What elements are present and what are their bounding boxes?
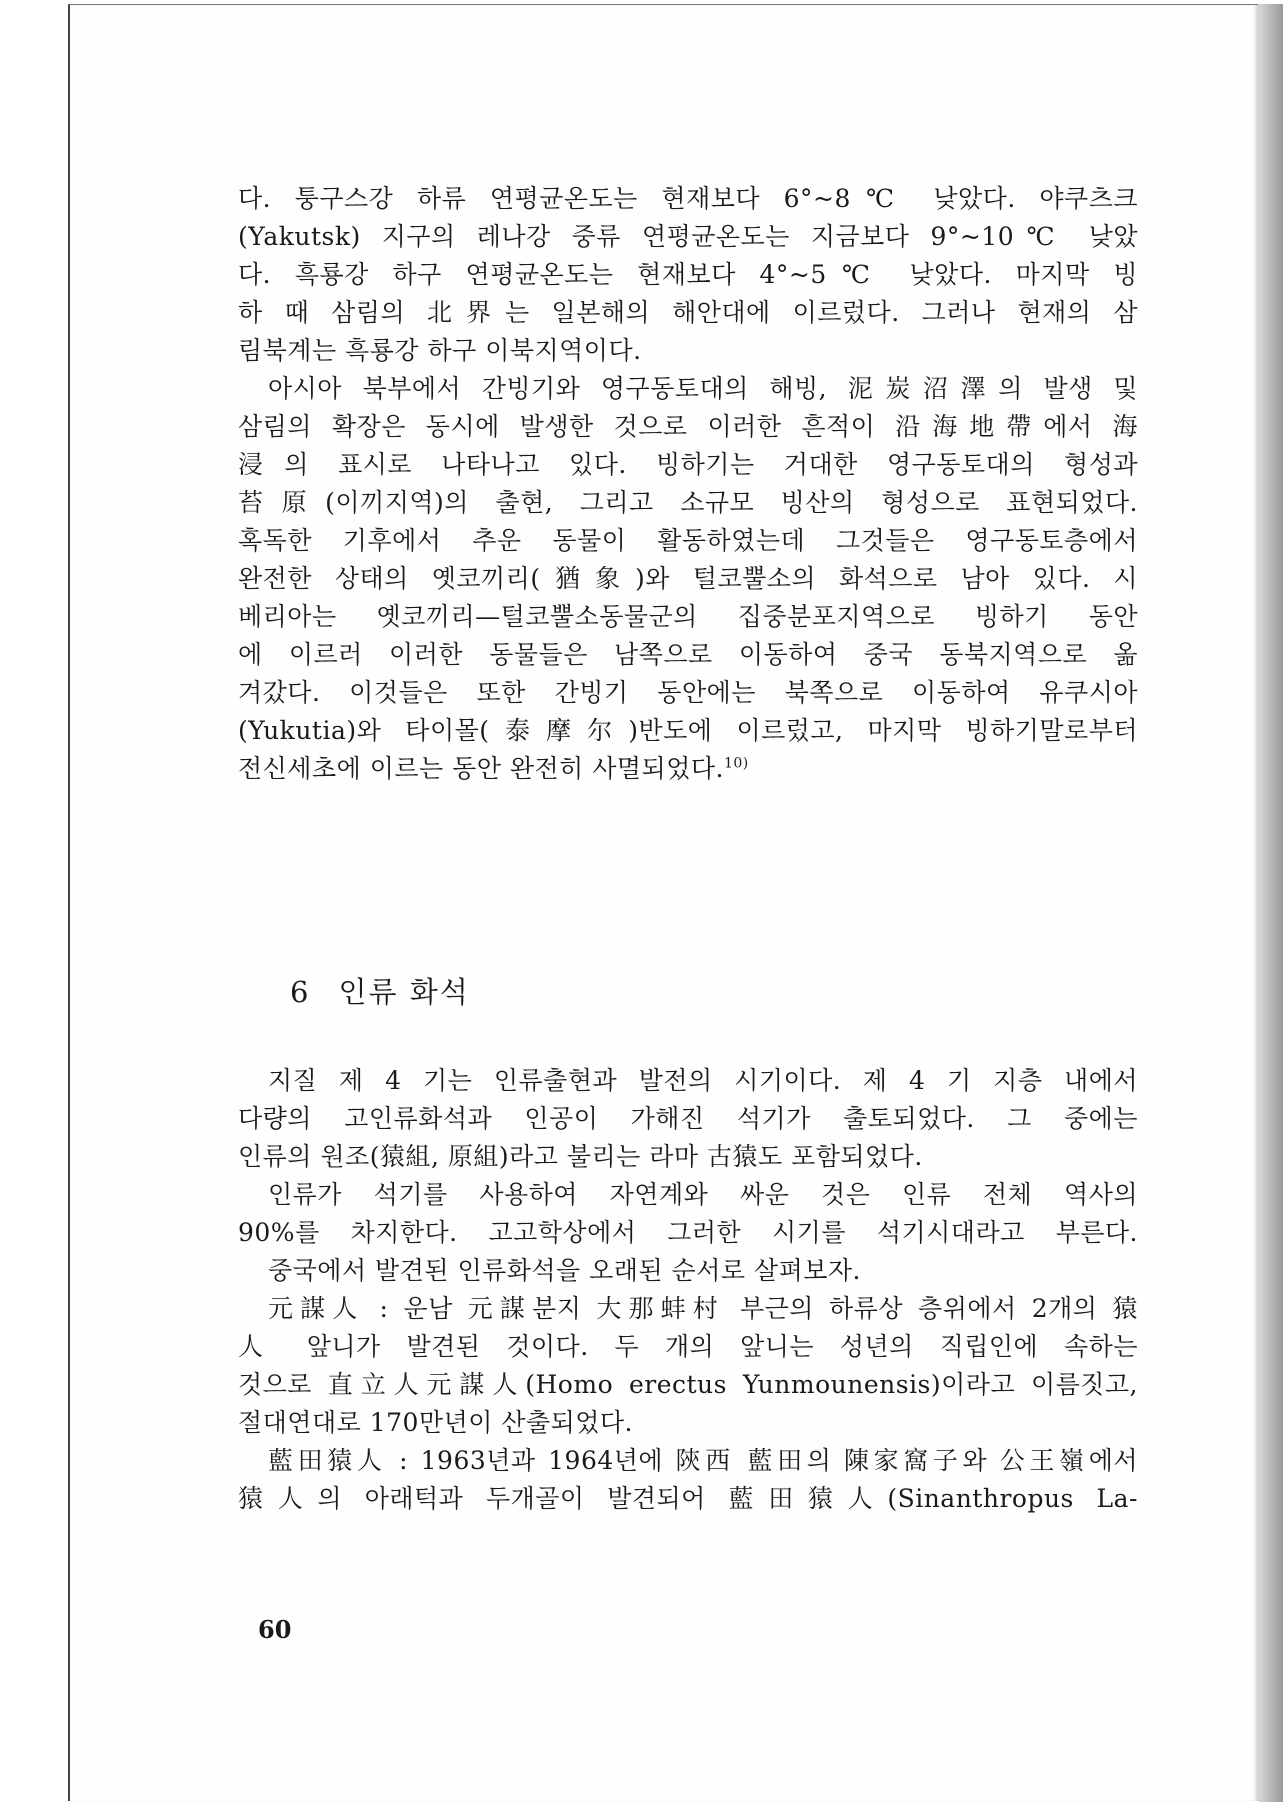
text-line: [238, 712, 1138, 750]
text-line: [238, 1176, 1138, 1214]
text-line: [238, 1328, 1138, 1366]
text-line-content: 중국에서 발견된 인류화석을 오래된 순서로 살펴보자.: [268, 1256, 861, 1285]
text-line: [238, 1404, 1138, 1442]
text-line-content: 지질 제 4 기는 인류출현과 발전의 시기이다. 제 4 기 지층 내에서: [268, 1066, 1138, 1095]
text-line-content: 전신세초에 이르는 동안 완전히 사멸되었다.: [238, 754, 724, 783]
text-line: [238, 560, 1138, 598]
text-line-content: (Yakutsk) 지구의 레나강 중류 연평균온도는 지금보다 9°~10℃ 낮았: [238, 222, 1138, 251]
text-line-content: 猿人의 아래턱과 두개골이 발견되어 藍田猿人(Sinanthropus La-: [238, 1484, 1138, 1513]
text-line-content: 에 이르러 이러한 동물들은 남쪽으로 이동하여 중국 동북지역으로 옮: [238, 640, 1138, 669]
text-line: [238, 256, 1138, 294]
text-line-content: 베리아는 옛코끼리—털코뿔소동물군의 집중분포지역으로 빙하기 동안: [238, 602, 1138, 631]
text-line: [238, 522, 1138, 560]
text-line-content: 삼림의 확장은 동시에 발생한 것으로 이러한 흔적이 沿海地帶에서 海: [238, 412, 1138, 441]
text-line: [238, 408, 1138, 446]
page-right-edge: [1258, 4, 1283, 1802]
text-line-content: 다. 퉁구스강 하류 연평균온도는 현재보다 6°~8℃ 낮았다. 야쿠츠크: [238, 184, 1138, 213]
section-heading: [290, 972, 470, 1012]
text-line: [238, 1062, 1138, 1100]
footnote-reference: 10): [723, 755, 749, 772]
text-line: [238, 750, 1138, 788]
text-line: [238, 674, 1138, 712]
text-line-content: 하 때 삼림의 北界는 일본해의 해안대에 이르렀다. 그러나 현재의 삼: [238, 298, 1138, 327]
text-line-content: 浸의 표시로 나타나고 있다. 빙하기는 거대한 영구동토대의 형성과: [238, 450, 1138, 479]
text-line-content: (Yukutia)와 타이몰(泰摩尔)반도에 이르렀고, 마지막 빙하기말로부터: [238, 716, 1138, 745]
text-line: [238, 1366, 1138, 1404]
text-line-content: 다. 흑룡강 하구 연평균온도는 현재보다 4°~5℃ 낮았다. 마지막 빙: [238, 260, 1138, 289]
text-line: [238, 1138, 1138, 1176]
text-line-content: 인류가 석기를 사용하여 자연계와 싸운 것은 인류 전체 역사의: [268, 1180, 1138, 1209]
text-line: [238, 1480, 1138, 1518]
page-number: 60: [258, 1615, 292, 1644]
section-number: 6: [290, 975, 311, 1009]
text-line-content: 림북계는 흑룡강 하구 이북지역이다.: [238, 336, 642, 365]
text-line: [238, 446, 1138, 484]
text-line: [238, 180, 1138, 218]
text-line: [238, 636, 1138, 674]
text-line: [238, 332, 1138, 370]
text-line: [238, 218, 1138, 256]
paragraph-block-1: [238, 180, 1138, 788]
text-line-content: 것으로 直立人元謀人(Homo erectus Yunmounensis)이라고 이름짓고,: [238, 1370, 1138, 1399]
text-line: [238, 294, 1138, 332]
text-line: [238, 1442, 1138, 1480]
section-title: 인류 화석: [338, 975, 470, 1009]
text-line: [238, 598, 1138, 636]
text-line-content: 겨갔다. 이것들은 또한 간빙기 동안에는 북쪽으로 이동하여 유쿠시아: [238, 678, 1138, 707]
text-line: [238, 1214, 1138, 1252]
text-line-content: 혹독한 기후에서 추운 동물이 활동하였는데 그것들은 영구동토층에서: [238, 526, 1138, 555]
text-line-content: 인류의 원조(猿組, 原組)라고 불리는 라마 古猿도 포함되었다.: [238, 1142, 923, 1171]
text-line-content: 90%를 차지한다. 고고학상에서 그러한 시기를 석기시대라고 부른다.: [238, 1218, 1138, 1247]
paragraph-block-2: [238, 1062, 1138, 1518]
text-line-content: 다량의 고인류화석과 인공이 가해진 석기가 출토되었다. 그 중에는: [238, 1104, 1138, 1133]
text-line-content: 藍田猿人 : 1963년과 1964년에 陝西 藍田의 陳家窩子와 公王嶺에서: [268, 1446, 1138, 1475]
text-line: [238, 1252, 1138, 1290]
text-line-content: 절대연대로 170만년이 산출되었다.: [238, 1408, 634, 1437]
text-line-content: 아시아 북부에서 간빙기와 영구동토대의 해빙, 泥炭沼澤의 발생 및: [268, 374, 1138, 403]
text-line-content: 완전한 상태의 옛코끼리(猶象)와 털코뿔소의 화석으로 남아 있다. 시: [238, 564, 1138, 593]
text-line: [238, 1290, 1138, 1328]
text-line: [238, 484, 1138, 522]
text-line-content: 元謀人 : 운남 元謀분지 大那蚌村 부근의 하류상 층위에서 2개의 猿: [268, 1294, 1138, 1323]
text-line-content: 苔原(이끼지역)의 출현, 그리고 소규모 빙산의 형성으로 표현되었다.: [238, 488, 1138, 517]
text-line: [238, 370, 1138, 408]
text-line: [238, 1100, 1138, 1138]
text-line-content: 人 앞니가 발견된 것이다. 두 개의 앞니는 성년의 직립인에 속하는: [238, 1332, 1138, 1361]
